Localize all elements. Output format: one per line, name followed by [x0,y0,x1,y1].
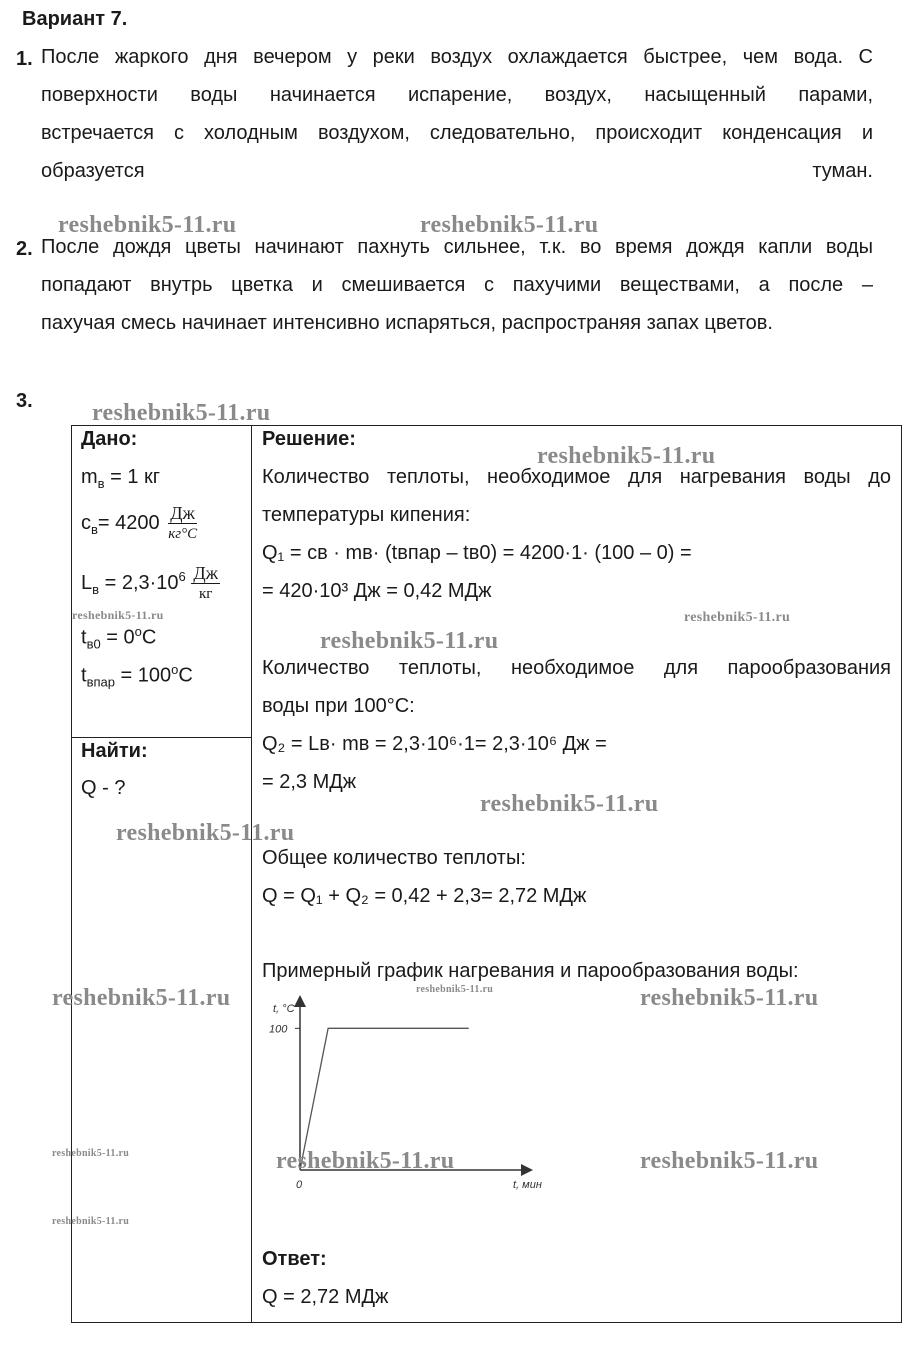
given-initial-temp: $t_{в0} = 0^oC$ [81,624,157,652]
given-specific-heat: $c_в= 4200$ $\frac{Дж}{кг^\circ C}$ [81,503,198,542]
problem-3-number: 3. [16,390,33,412]
specific-heat-unit: $\frac{Дж}{кг^\circ C}$ [168,503,198,542]
watermark: reshebnik5-11.ru [684,610,791,625]
table-divider-horizontal [71,737,251,738]
watermark: reshebnik5-11.ru [58,212,237,238]
given-latent-heat: $L_в = 2,3\cdot 10^6$ $\frac{Дж}{кг}$ [81,563,219,602]
find-text: Q - ? [81,777,126,799]
given-heading: Дано: [81,428,138,450]
variant-title: Вариант 7. [22,8,128,30]
watermark: reshebnik5-11.ru [72,608,164,622]
watermark: reshebnik5-11.ru [320,628,499,654]
watermark: reshebnik5-11.ru [52,1216,130,1227]
given-mass: $m_в = 1$ кг [81,466,161,491]
problem-2-line: После дождя цветы начинают пахнуть сильнее, т.к. во время дождя капли воды [41,236,873,258]
problem-1-line: образуется туман. [41,160,873,182]
watermark: reshebnik5-11.ru [52,1148,130,1159]
table-divider-vertical [251,425,252,1323]
solution-heading: Решение: [262,428,356,450]
graph-caption: Примерный график нагревания и парообразования воды: [262,960,799,982]
formula-q1: Q₁ = cв · mв· (tвпар – tв0) = 4200·1· (100 – 0) = [262,542,692,564]
solution-paragraph-3: Общее количество теплоты: [262,847,526,869]
watermark: reshebnik5-11.ru [92,400,271,426]
formula-q-total: Q = Q₁ + Q₂ = 0,42 + 2,3= 2,72 МДж [262,885,587,907]
problem-2-line: пахучая смесь начинает интенсивно испаряться, распространяя запах цветов. [41,312,773,334]
latent-heat-unit: $\frac{Дж}{кг}$ [193,563,219,602]
problem-2-number: 2. [16,238,33,260]
y-axis-label: t, °C [273,1003,295,1015]
given-boiling-temp: $t_{впар} = 100^oC$ [81,662,193,690]
problem-1-number: 1. [16,48,33,70]
problem-2-line: попадают внутрь цветка и смешивается с пахучими веществами, а после – [41,274,873,296]
watermark: reshebnik5-11.ru [116,820,295,846]
formula-q2: Q₂ = Lв· mв = 2,3·10⁶·1= 2,3·10⁶ Дж = [262,733,607,755]
watermark: reshebnik5-11.ru [640,1148,819,1174]
formula-q1-result: = 420·10³ Дж = 0,42 МДж [262,580,492,602]
solution-paragraph-1-cont: температуры кипения: [262,504,471,526]
solution-paragraph-2-cont: воды при 100°С: [262,695,415,717]
problem-1-line: поверхности воды начинается испарение, воздух, насыщенный парами, [41,84,873,106]
watermark: reshebnik5-11.ru [420,212,599,238]
solution-paragraph-2: Количество теплоты, необходимое для парообразования [262,657,891,679]
solution-paragraph-1: Количество теплоты, необходимое для нагревания воды до [262,466,891,488]
x-tick-label: 0 [296,1179,303,1191]
answer-heading: Ответ: [262,1248,327,1270]
watermark: reshebnik5-11.ru [416,984,494,995]
y-tick-label: 100 [269,1023,288,1036]
watermark: reshebnik5-11.ru [480,791,659,817]
x-axis-label: t, мин [513,1179,542,1191]
problem-1-text [41,38,873,190]
problem-2-text [41,228,873,342]
answer-text: Q = 2,72 МДж [262,1286,389,1308]
watermark: reshebnik5-11.ru [52,985,231,1011]
find-heading: Найти: [81,740,148,762]
problem-1-line: После жаркого дня вечером у реки воздух охлаждается быстрее, чем вода. С [41,46,873,68]
watermark: reshebnik5-11.ru [276,1148,455,1174]
formula-q2-result: = 2,3 МДж [262,771,357,793]
watermark: reshebnik5-11.ru [537,443,716,469]
watermark: reshebnik5-11.ru [640,985,819,1011]
problem-1-line: встречается с холодным воздухом, следовательно, происходит конденсация и [41,122,873,144]
